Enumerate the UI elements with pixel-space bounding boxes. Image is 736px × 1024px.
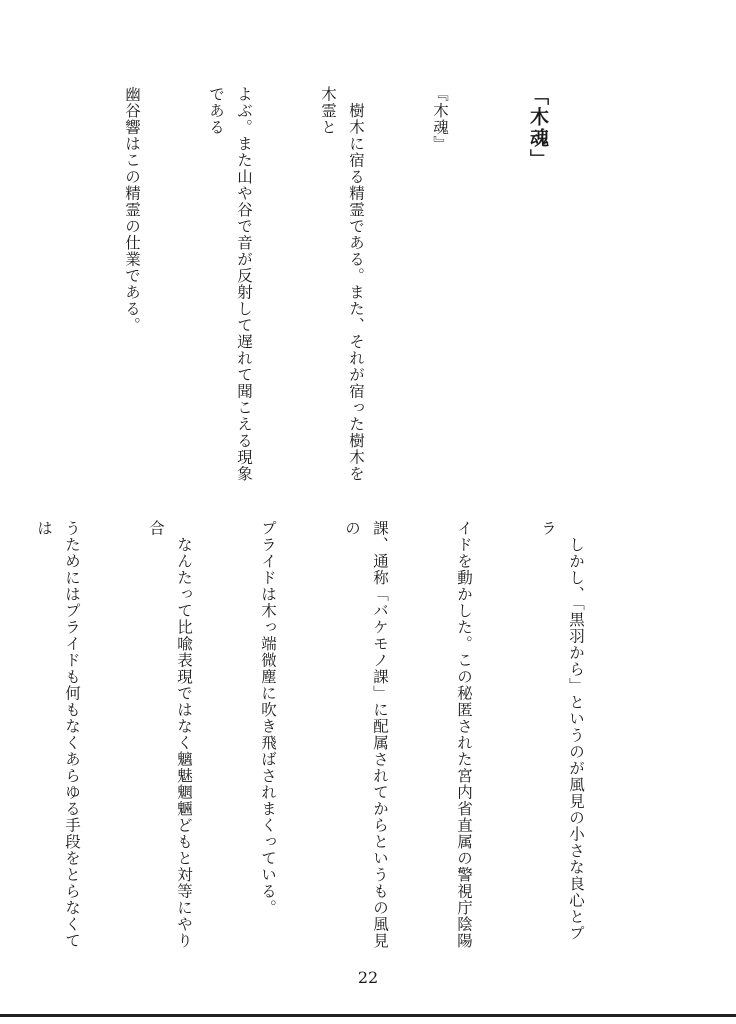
- text-line: 幽谷響はこの精霊の仕業である。: [123, 86, 141, 334]
- text-line: なんたって比喩表現ではなく魑魅魍魎どもと対等にやり合: [147, 520, 193, 949]
- paragraph-gap: [50, 86, 62, 486]
- text-line: 樹木に宿る精霊である。また、それが宿った樹木を木霊と: [319, 86, 365, 482]
- text-line: 『木魂』: [431, 86, 449, 152]
- text-line: イドを動かした。この秘匿された宮内省直属の警視庁陰陽: [455, 520, 473, 949]
- page-number: 22: [357, 968, 379, 987]
- section-title: 「木魂」: [527, 86, 549, 170]
- text-line: よぶ。また山や谷で音が反射して遅れて聞こえる現象である: [207, 86, 253, 482]
- bottom-text-block: [35, 520, 646, 950]
- text-line: うためにはプライドも何もなくあらゆる手段をとらなくては: [35, 520, 81, 949]
- text-line: 課、通称「バケモノ課」に配属されてからというもの風見の: [343, 520, 389, 949]
- text-line: しかし、「黒羽から」というのが風見の小さな良心とプラ: [539, 520, 585, 942]
- text-line: プライドは木っ端微塵に吹き飛ばされまくっている。: [259, 520, 277, 916]
- top-text-block: [123, 86, 608, 486]
- page-bottom-border: [0, 1014, 736, 1017]
